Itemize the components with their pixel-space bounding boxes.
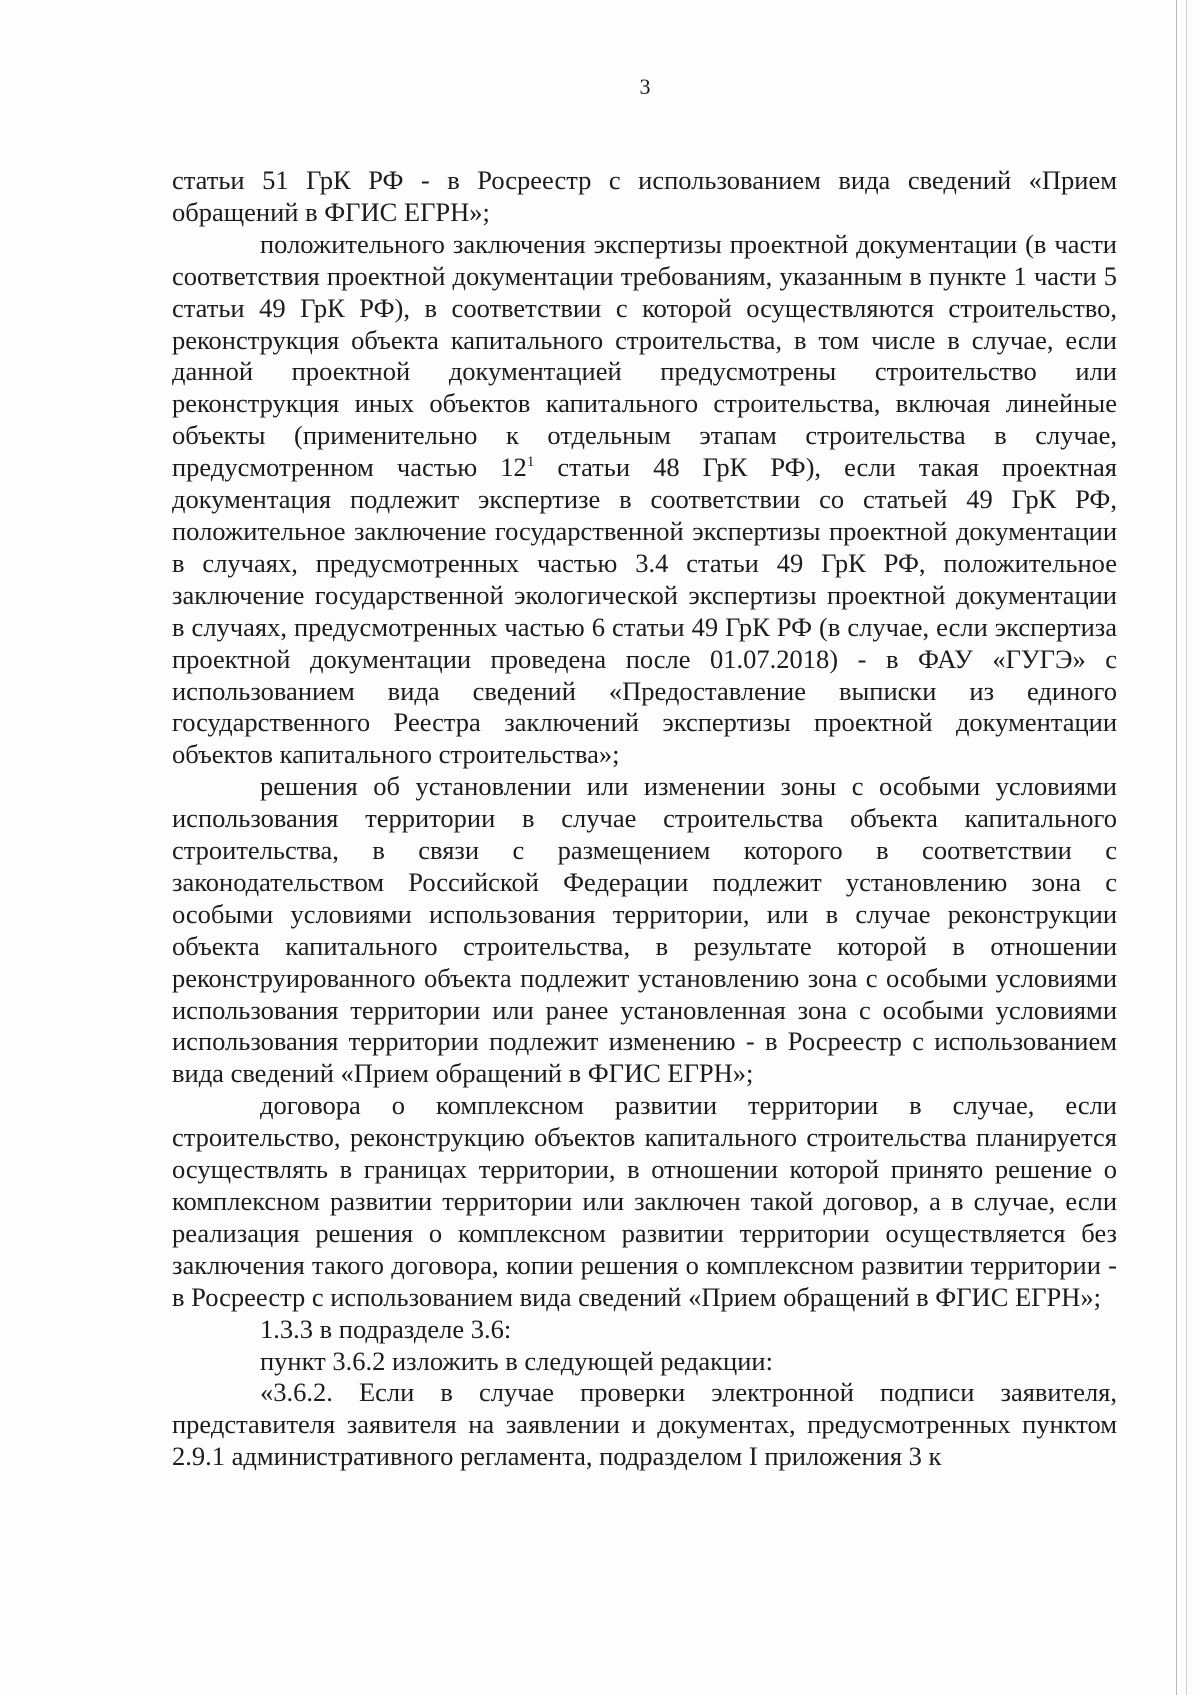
paragraph: пункт 3.6.2 изложить в следующей редакции: — [260, 1345, 773, 1376]
document-body — [172, 165, 1117, 1473]
page-number: 3 — [639, 74, 651, 99]
paragraph: 1.3.3 в подразделе 3.6: — [260, 1313, 512, 1344]
paragraph — [172, 229, 1117, 771]
paragraph: статьи 51 ГрК РФ - в Росреестр с использованием вида сведений «Прием обращений в ФГИС ЕГРН»; — [172, 165, 1117, 227]
paragraph: решения об установлении или изменении зоны с особыми условиями использования территории в случае строительства объекта капитального строительства, в связи с размещением которого в соответствии с законодательством Российской Федерации подлежит установлению зона с особыми условиями использования территории, или в случае реконструкции объекта капитального строительства, в результате которой в отношении реконструированного объекта подлежит установлению зона с особыми условиями использования территории или ранее установленная зона с особыми условиями использования территории подлежит изменению - в Росреестр с использованием вида сведений «Прием обращений в ФГИС ЕГРН»; — [172, 771, 1117, 1089]
paragraph: договора о комплексном развитии территории в случае, если строительство, реконструкцию объектов капитального строительства планируется осуществлять в границах территории, в отношении которой принято решение о комплексном развитии территории или заключен такой договор, а в случае, если реализация решения о комплексном развитии территории осуществляется без заключения такого договора, копии решения о комплексном развитии территории - в Росреестр с использованием вида сведений «Прием обращений в ФГИС ЕГРН»; — [172, 1090, 1117, 1312]
superscript: 1 — [526, 454, 535, 471]
scan-edge-line — [1186, 0, 1187, 1695]
paragraph-text: статьи 48 ГрК РФ), если такая проектная документация подлежит экспертизе в соответствии со статьей 49 ГрК РФ, положительное заключение государственной экспертизы проектной документации в случаях, предусмотренных частью 3.4 статьи 49 ГрК РФ, положительное заключение государственной экологической экспертизы проектной документации в случаях, предусмотренных частью 6 статьи 49 ГрК РФ (в случае, если экспертиза проектной документации проведена после 01.07.2018) - в ФАУ «ГУГЭ» с использованием вида сведений «Предоставление выписки из единого государственного Реестра заключений экспертизы проектной документации объектов капитального строительства»; — [172, 452, 1117, 770]
paragraph-text: положительного заключения экспертизы проектной документации (в части соответствия проектной документации требованиям, указанным в пункте 1 части 5 статьи 49 ГрК РФ), в соответствии с которой осуществляются строительство, реконструкция объекта капитального строительства, в том числе в случае, если данной проектной документацией предусмотрены строительство или реконструкция иных объектов капитального строительства, включая линейные объекты (применительно к отдельным этапам строительства в случае, предусмотренном частью 12 — [172, 228, 1117, 483]
scan-edge-line — [1176, 0, 1177, 1695]
paragraph: «3.6.2. Если в случае проверки электронной подписи заявителя, представителя заявителя на заявлении и документах, предусмотренных пунктом 2.9.1 административного регламента, подразделом I приложения 3 к — [172, 1377, 1117, 1472]
